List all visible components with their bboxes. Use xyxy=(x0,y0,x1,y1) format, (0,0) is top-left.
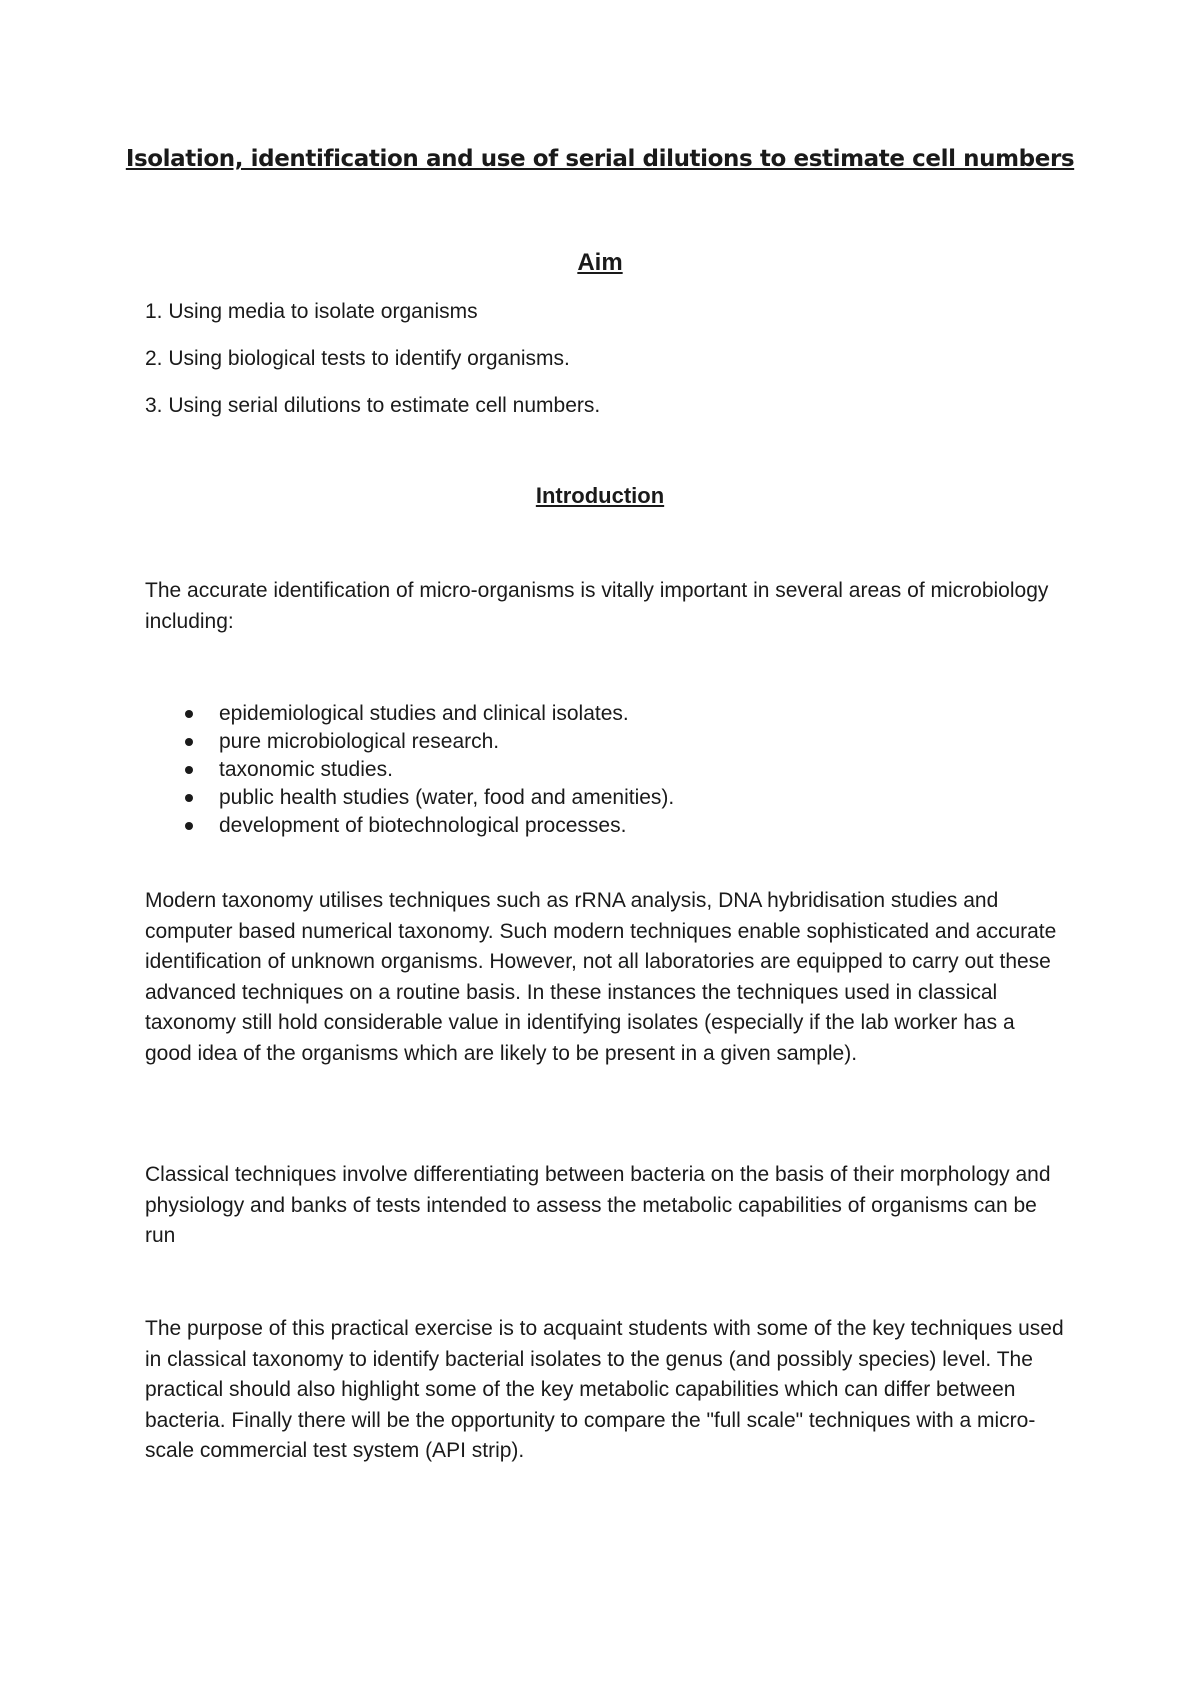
bullet-item xyxy=(145,812,674,840)
bullet-item xyxy=(145,728,674,756)
bullet-text: epidemiological studies and clinical isolates. xyxy=(219,702,629,725)
aim-item: 3. Using serial dilutions to estimate cell numbers. xyxy=(145,394,601,417)
bullet-text: development of biotechnological processes. xyxy=(219,814,627,837)
classical-techniques-paragraph: Classical techniques involve differentiating between bacteria on the basis of their morphology and physiology and banks of tests intended to assess the metabolic capabilities of organisms can be run xyxy=(145,1163,1051,1247)
bullet-icon xyxy=(185,794,193,802)
bullet-item xyxy=(145,756,674,784)
bullet-text: public health studies (water, food and amenities). xyxy=(219,786,675,809)
document-title: Isolation, identification and use of serial dilutions to estimate cell numbers xyxy=(125,146,1075,172)
bullet-list xyxy=(145,700,674,840)
aim-item: 2. Using biological tests to identify organisms. xyxy=(145,347,570,370)
intro-paragraph: The accurate identification of micro-organisms is vitally important in several areas of microbiology including: xyxy=(145,579,1049,633)
aim-item: 1. Using media to isolate organisms xyxy=(145,300,478,323)
bullet-text: taxonomic studies. xyxy=(219,758,393,781)
bullet-icon xyxy=(185,710,193,718)
bullet-text: pure microbiological research. xyxy=(219,730,500,753)
introduction-heading: Introduction xyxy=(535,483,665,508)
purpose-paragraph: The purpose of this practical exercise is to acquaint students with some of the key techniques used in classical taxonomy to identify bacterial isolates to the genus (and possibly species) level. The practical should also highlight some of the key metabolic capabilities which can differ between bacteria. Finally there will be the opportunity to compare the "full scale" techniques with a micro-scale commercial test system (API strip). xyxy=(145,1317,1064,1462)
bullet-icon xyxy=(185,766,193,774)
bullet-item xyxy=(145,700,674,728)
aim-heading: Aim xyxy=(577,249,623,276)
bullet-item xyxy=(145,784,674,812)
modern-taxonomy-paragraph: Modern taxonomy utilises techniques such as rRNA analysis, DNA hybridisation studies and computer based numerical taxonomy. Such modern techniques enable sophisticated and accurate identification of unknown organisms. However, not all laboratories are equipped to carry out these advanced techniques on a routine basis. In these instances the techniques used in classical taxonomy still hold considerable value in identifying isolates (especially if the lab worker has a good idea of the organisms which are likely to be present in a given sample). xyxy=(145,889,1057,1065)
bullet-icon xyxy=(185,738,193,746)
bullet-icon xyxy=(185,822,193,830)
aim-list xyxy=(145,298,600,439)
